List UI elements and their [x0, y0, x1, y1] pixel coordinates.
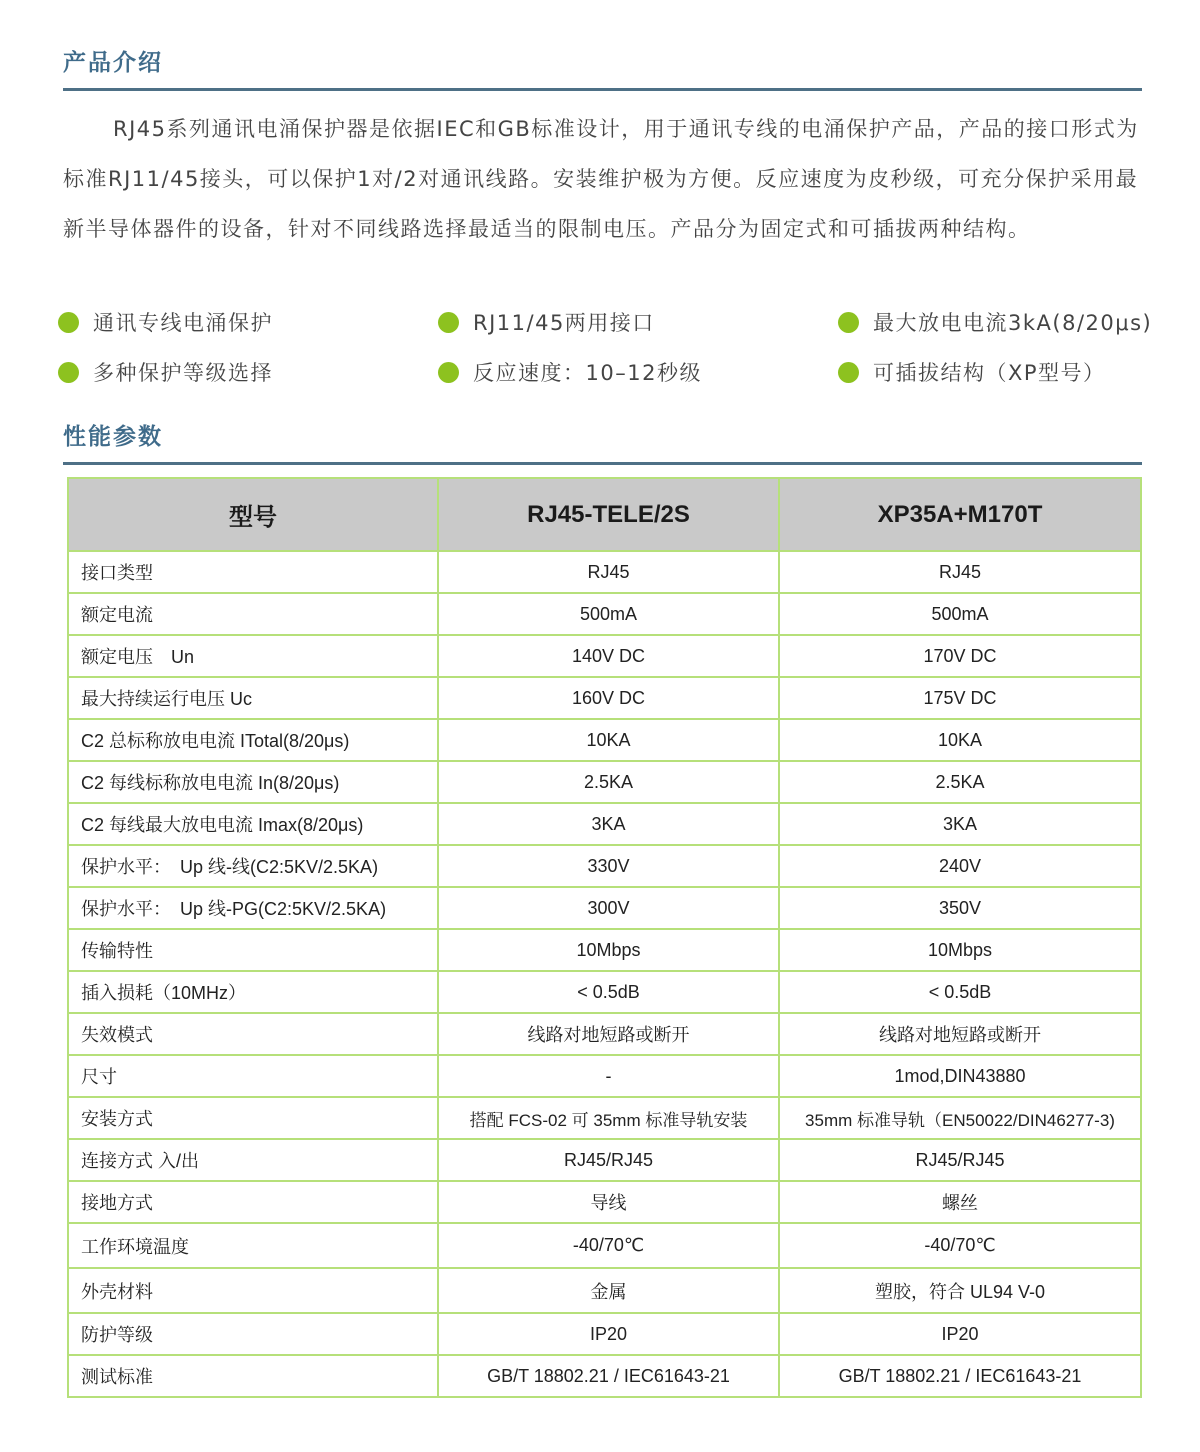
table-row [68, 803, 1141, 845]
table-row [68, 719, 1141, 761]
row-label: 连接方式 入/出 [68, 1139, 438, 1181]
cell-value: RJ45 [779, 551, 1141, 593]
table-row [68, 593, 1141, 635]
cell-value: IP20 [438, 1313, 779, 1355]
cell-value: 导线 [438, 1181, 779, 1223]
cell-value: 线路对地短路或断开 [779, 1013, 1141, 1055]
row-label: 安装方式 [68, 1097, 438, 1139]
spec-section-title: 性能参数 [63, 424, 163, 450]
bullet-dot-icon [838, 312, 859, 333]
cell-value: 1mod,DIN43880 [779, 1055, 1141, 1097]
table-row [68, 761, 1141, 803]
feature-label: 反应速度：10–12秒级 [473, 361, 702, 385]
cell-value: 2.5KA [438, 761, 779, 803]
bullet-dot-icon [438, 362, 459, 383]
row-label: 测试标准 [68, 1355, 438, 1397]
feature-item [58, 307, 273, 337]
row-label: 插入损耗（10MHz） [68, 971, 438, 1013]
feature-item [838, 307, 1152, 337]
feature-label: RJ11/45两用接口 [473, 311, 655, 335]
cell-value: 35mm 标准导轨（EN50022/DIN46277-3) [779, 1097, 1141, 1139]
cell-value: 350V [779, 887, 1141, 929]
table-row [68, 887, 1141, 929]
row-label: 外壳材料 [68, 1268, 438, 1313]
table-row [68, 929, 1141, 971]
cell-value: 300V [438, 887, 779, 929]
cell-value: < 0.5dB [779, 971, 1141, 1013]
cell-value: 螺丝 [779, 1181, 1141, 1223]
row-label: 传输特性 [68, 929, 438, 971]
cell-value: 330V [438, 845, 779, 887]
cell-value: 2.5KA [779, 761, 1141, 803]
feature-item [438, 307, 655, 337]
header-rj45-tele-2s: RJ45-TELE/2S [438, 478, 779, 551]
cell-value: 175V DC [779, 677, 1141, 719]
row-label: 尺寸 [68, 1055, 438, 1097]
table-row [68, 1139, 1141, 1181]
cell-value: -40/70℃ [438, 1223, 779, 1268]
feature-item [58, 357, 273, 387]
header-xp35a-m170t: XP35A+M170T [779, 478, 1141, 551]
cell-value: IP20 [779, 1313, 1141, 1355]
table-row [68, 845, 1141, 887]
cell-value: 10KA [779, 719, 1141, 761]
table-row [68, 1055, 1141, 1097]
row-label: 额定电压 Un [68, 635, 438, 677]
feature-item [838, 357, 1106, 387]
table-row [68, 1313, 1141, 1355]
spec-section-rule [63, 462, 1142, 465]
spec-table [67, 477, 1142, 1398]
cell-value: 10Mbps [438, 929, 779, 971]
bullet-dot-icon [58, 312, 79, 333]
spec-table-header-row [68, 478, 1141, 551]
feature-item [438, 357, 702, 387]
row-label: 保护水平： Up 线-PG(C2:5KV/2.5KA) [68, 887, 438, 929]
table-row [68, 971, 1141, 1013]
cell-value: - [438, 1055, 779, 1097]
cell-value: 160V DC [438, 677, 779, 719]
row-label: C2 每线标称放电电流 In(8/20μs) [68, 761, 438, 803]
intro-paragraph: RJ45系列通讯电涌保护器是依据IEC和GB标准设计，用于通讯专线的电涌保护产品，产品的接口形式为标准RJ11/45接头，可以保护1对/2对通讯线路。安装维护极为方便。反应速度为皮秒级，可充分保护采用最新半导体器件的设备，针对不同线路选择最适当的限制电压。产品分为固定式和可插拔两种结构。 [63, 117, 1139, 241]
cell-value: GB/T 18802.21 / IEC61643-21 [779, 1355, 1141, 1397]
table-row [68, 1181, 1141, 1223]
row-label: 失效模式 [68, 1013, 438, 1055]
row-label: 保护水平： Up 线-线(C2:5KV/2.5KA) [68, 845, 438, 887]
table-row [68, 635, 1141, 677]
table-row [68, 1013, 1141, 1055]
intro-section-rule [63, 88, 1142, 91]
cell-value: 10Mbps [779, 929, 1141, 971]
row-label: C2 每线最大放电电流 Imax(8/20μs) [68, 803, 438, 845]
cell-value: 3KA [779, 803, 1141, 845]
table-row [68, 1223, 1141, 1268]
cell-value: 金属 [438, 1268, 779, 1313]
table-row [68, 551, 1141, 593]
feature-label: 多种保护等级选择 [93, 361, 273, 385]
cell-value: 3KA [438, 803, 779, 845]
table-row [68, 1097, 1141, 1139]
header-model: 型号 [68, 478, 438, 551]
feature-label: 可插拔结构（XP型号） [873, 361, 1106, 385]
row-label: 接口类型 [68, 551, 438, 593]
table-row [68, 677, 1141, 719]
row-label: 防护等级 [68, 1313, 438, 1355]
cell-value: 500mA [438, 593, 779, 635]
row-label: 最大持续运行电压 Uc [68, 677, 438, 719]
row-label: 额定电流 [68, 593, 438, 635]
cell-value: RJ45 [438, 551, 779, 593]
row-label: C2 总标称放电电流 ITotal(8/20μs) [68, 719, 438, 761]
cell-value: GB/T 18802.21 / IEC61643-21 [438, 1355, 779, 1397]
cell-value: < 0.5dB [438, 971, 779, 1013]
cell-value: -40/70℃ [779, 1223, 1141, 1268]
intro-section-title: 产品介绍 [63, 50, 163, 76]
table-row [68, 1268, 1141, 1313]
bullet-dot-icon [438, 312, 459, 333]
cell-value: 500mA [779, 593, 1141, 635]
row-label: 接地方式 [68, 1181, 438, 1223]
row-label: 工作环境温度 [68, 1223, 438, 1268]
cell-value: 搭配 FCS-02 可 35mm 标准导轨安装 [438, 1097, 779, 1139]
cell-value: 10KA [438, 719, 779, 761]
cell-value: 240V [779, 845, 1141, 887]
bullet-dot-icon [838, 362, 859, 383]
feature-label: 最大放电电流3kA(8/20μs) [873, 311, 1153, 335]
cell-value: RJ45/RJ45 [779, 1139, 1141, 1181]
bullet-dot-icon [58, 362, 79, 383]
cell-value: 140V DC [438, 635, 779, 677]
table-row [68, 1355, 1141, 1397]
cell-value: 塑胶，符合 UL94 V-0 [779, 1268, 1141, 1313]
cell-value: RJ45/RJ45 [438, 1139, 779, 1181]
cell-value: 170V DC [779, 635, 1141, 677]
cell-value: 线路对地短路或断开 [438, 1013, 779, 1055]
feature-label: 通讯专线电涌保护 [93, 311, 273, 335]
